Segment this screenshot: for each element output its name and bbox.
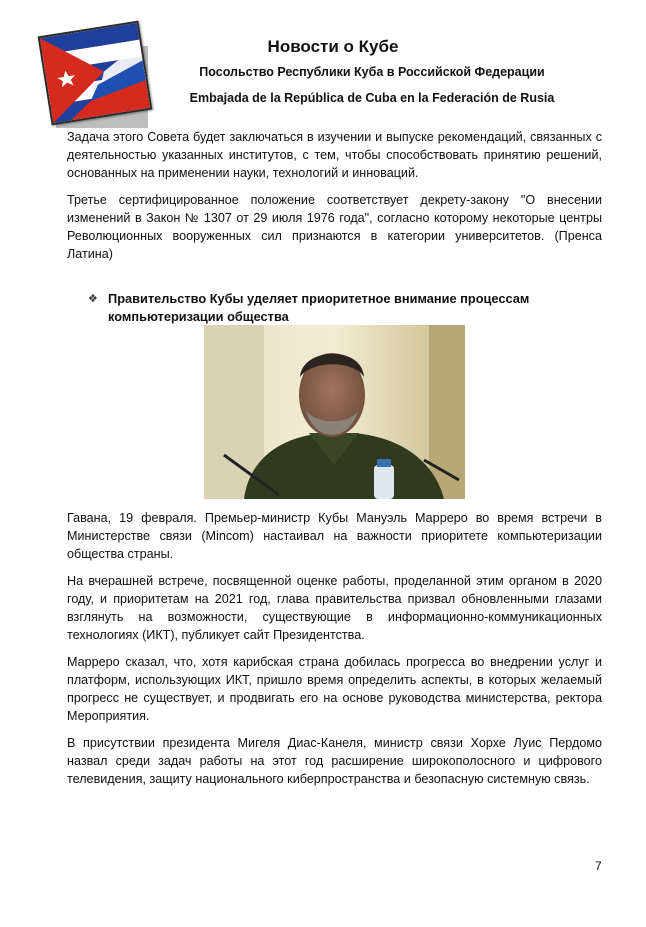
article2-paragraph: На вчерашней встрече, посвященной оценке работы, проделанной этим органом в 2020 году, и приоритетам на 2021 год, глава правительства призвал обновленными глазами взглянуть на возможности, существующие в информационно-коммуникационных технологиях (ИКТ), публикует сайт Президентства.	[67, 574, 602, 642]
article2-body	[67, 509, 602, 797]
article1-paragraph: Третье сертифицированное положение соответствует декрету-закону "О внесении изменений в Закон № 1307 от 29 июля 1976 года", согласно которому некоторые центры Революционных вооруженных сил признаются в категории университетов. (Пренса Латина)	[67, 193, 602, 261]
page-number: 7	[595, 859, 602, 873]
embassy-name-es: Embajada de la República de Cuba en la Federación de Rusia	[189, 91, 555, 105]
article2-paragraph: Марреро сказал, что, хотя карибская страна добилась прогресса во внедрении услуг и платформ, использующих ИКТ, пришло время определить аспекты, в которых желаемый прогресс не существует, и продвигать его на основе руководства министерства, ректора Мероприятия.	[67, 655, 602, 723]
article2-heading	[88, 290, 568, 326]
article2-paragraph: Гавана, 19 февраля. Премьер-министр Кубы Мануэль Марреро во время встречи в Министерстве связи (Mincom) настаивал на важности приоритете компьютеризации общества страны.	[67, 511, 602, 561]
prime-minister-photo	[204, 325, 465, 499]
article1-paragraph: Задача этого Совета будет заключаться в изучении и выпуске рекомендаций, связанных с деятельностью указанных институтов, с тем, чтобы способствовать принятию решений, основанных на применении науки, технологий и инноваций.	[67, 130, 602, 180]
diamond-bullet-icon: ❖	[88, 293, 98, 305]
article2-paragraph: В присутствии президента Мигеля Диас-Канеля, министр связи Хорхе Луис Пердомо назвал среди задач работы на этот год расширение широкополосного и цифрового телевидения, защиту национального киберпространства и безопасную системную связь.	[67, 736, 602, 786]
article2-title: Правительство Кубы уделяет приоритетное внимание процессам компьютеризации общества	[108, 291, 530, 324]
page-title: Новости о Кубе	[267, 37, 399, 56]
article1-body	[67, 128, 602, 272]
embassy-name-ru: Посольство Республики Куба в Российской Федерации	[199, 65, 545, 79]
